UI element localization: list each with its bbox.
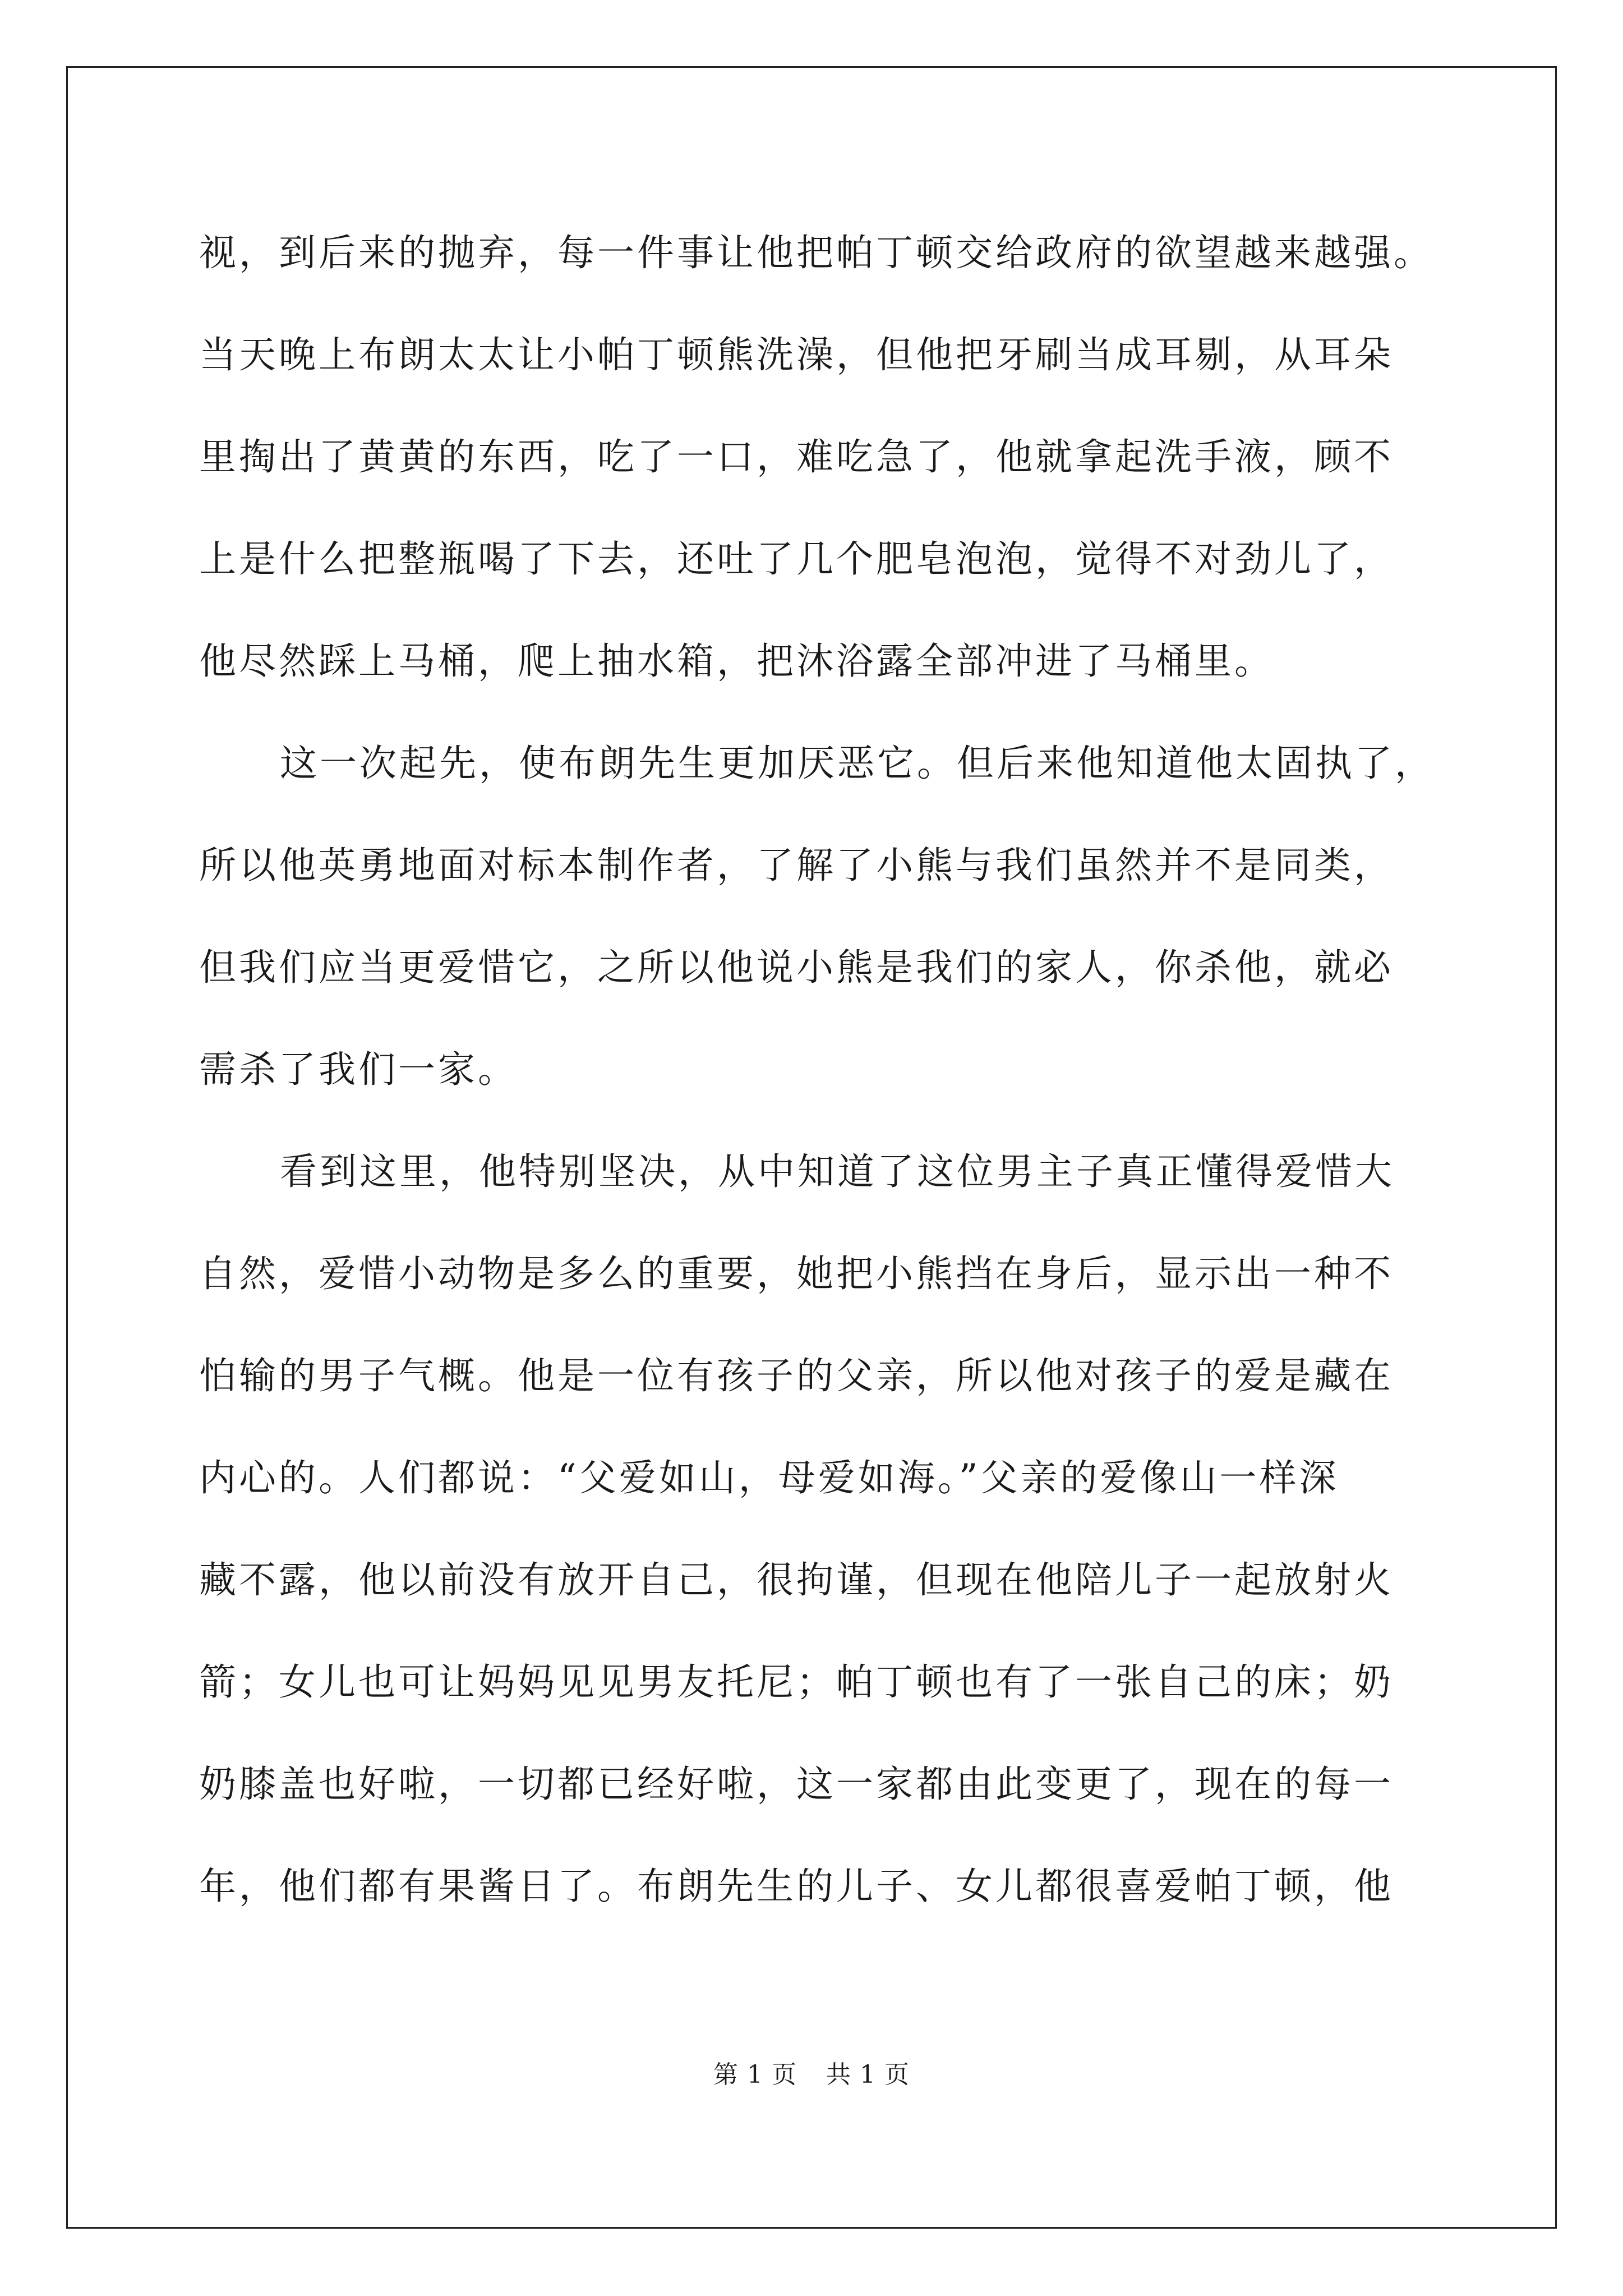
text-line: 内心的。人们都说：“父爱如山，母爱如海。”父亲的爱像山一样深 — [199, 1456, 1339, 1499]
text-line: 年，他们都有果酱日了。布朗先生的儿子、女儿都很喜爱帕丁顿，他 — [199, 1865, 1394, 1908]
page-number: 第 1 页 — [713, 2060, 797, 2089]
text-line: 需杀了我们一家。 — [199, 1048, 518, 1091]
text-line: 但我们应当更爱惜它，之所以他说小熊是我们的家人，你杀他，就必 — [199, 946, 1394, 989]
document-body — [199, 202, 1433, 1938]
text-line: 藏不露，他以前没有放开自己，很拘谨，但现在他陪儿子一起放射火 — [199, 1558, 1394, 1602]
text-line: 他尽然踩上马桶，爬上抽水箱，把沐浴露全部冲进了马桶里。 — [199, 639, 1274, 683]
text-line: 奶膝盖也好啦，一切都已经好啦，这一家都由此变更了，现在的每一 — [199, 1763, 1394, 1806]
page-total: 共 1 页 — [826, 2060, 910, 2089]
text-line: 视，到后来的抛弃，每一件事让他把帕丁顿交给政府的欲望越来越强。 — [199, 231, 1433, 274]
page-footer — [0, 2054, 1623, 2090]
text-line: 自然，爱惜小动物是多么的重要，她把小熊挡在身后，显示出一种不 — [199, 1252, 1394, 1295]
paragraph-first-line: 这一次起先，使布朗先生更加厌恶它。但后来他知道他太固执了， — [280, 742, 1435, 785]
text-line: 里掏出了黄黄的东西，吃了一口，难吃急了，他就拿起洗手液，顾不 — [199, 435, 1394, 478]
text-line: 箭；女儿也可让妈妈见见男友托尼；帕丁顿也有了一张自己的床；奶 — [199, 1660, 1394, 1704]
text-line: 当天晚上布朗太太让小帕丁顿熊洗澡，但他把牙刷当成耳剔，从耳朵 — [199, 333, 1394, 376]
text-line: 所以他英勇地面对标本制作者，了解了小熊与我们虽然并不是同类， — [199, 844, 1394, 887]
text-line: 上是什么把整瓶喝了下去，还吐了几个肥皂泡泡，觉得不对劲儿了， — [199, 537, 1394, 581]
paragraph-first-line: 看到这里，他特别坚决，从中知道了这位男主子真正懂得爱惜大 — [280, 1150, 1395, 1193]
text-line: 怕输的男子气概。他是一位有孩子的父亲，所以他对孩子的爱是藏在 — [199, 1354, 1394, 1397]
